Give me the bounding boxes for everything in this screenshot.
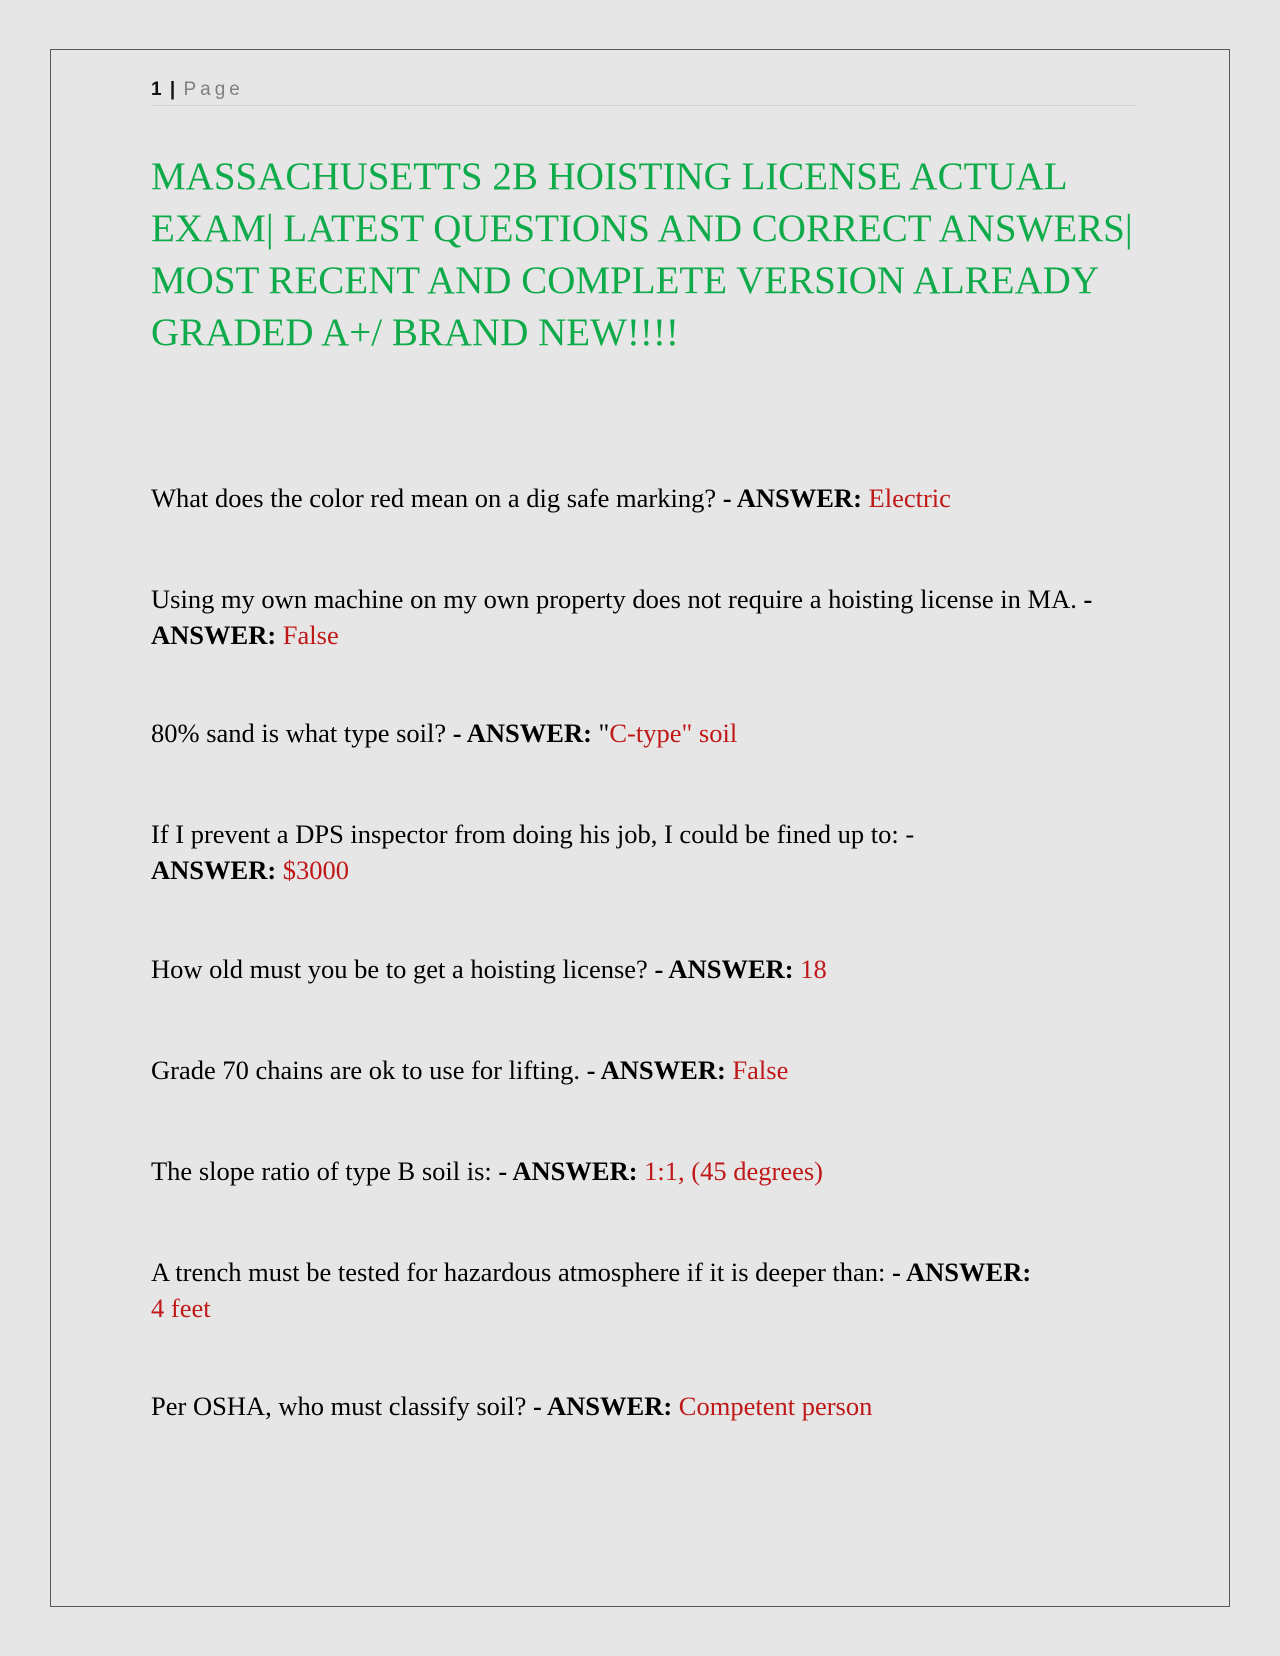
question-text: Per OSHA, who must classify soil? [151, 1391, 527, 1421]
page-number: 1 [151, 79, 162, 100]
qa-item-6 [151, 1052, 1151, 1088]
answer-text: Competent person [678, 1391, 873, 1421]
qa-item-2 [151, 581, 1151, 653]
answer-text: 4 feet [151, 1293, 211, 1323]
answer-label: - ANSWER: [892, 1257, 1032, 1287]
question-text: Grade 70 chains are ok to use for lifting. [151, 1055, 581, 1085]
question-text: 80% sand is what type soil? [151, 718, 447, 748]
answer-label: - ANSWER: [654, 954, 794, 984]
document-title: MASSACHUSETTS 2B HOISTING LICENSE ACTUAL EXAM| LATEST QUESTIONS AND CORRECT ANSWERS| MOST RECENT AND COMPLETE VERSION ALREADY GRADED A+/ BRAND NEW!!!! [151, 155, 1133, 354]
question-text: What does the color red mean on a dig safe marking? [151, 483, 717, 513]
answer-label: ANSWER: [151, 855, 277, 885]
answer-text: 1:1, (45 degrees) [644, 1156, 823, 1186]
answer-label: - ANSWER: [151, 584, 1093, 650]
question-text: The slope ratio of type B soil is: [151, 1156, 492, 1186]
qa-item-3 [151, 715, 1151, 751]
page-separator: | [169, 79, 176, 100]
answer-label: - ANSWER: [586, 1055, 726, 1085]
answer-text: False [732, 1055, 789, 1085]
answer-label: - ANSWER: [533, 1391, 673, 1421]
qa-item-4 [151, 816, 1151, 888]
qa-item-5 [151, 951, 1151, 987]
answer-text: False [282, 620, 339, 650]
page-header [151, 79, 1136, 106]
qa-item-8 [151, 1254, 1151, 1326]
document-page [50, 49, 1230, 1607]
answer-text: C-type" soil [609, 718, 738, 748]
answer-label: - ANSWER: [722, 483, 862, 513]
answer-label: - ANSWER: [498, 1156, 638, 1186]
question-text: A trench must be tested for hazardous atmosphere if it is deeper than: [151, 1257, 886, 1287]
answer-text: 18 [800, 954, 827, 984]
answer-label: - ANSWER: [452, 718, 592, 748]
answer-open-quote: " [598, 718, 610, 748]
qa-item-7 [151, 1153, 1151, 1189]
question-text: If I prevent a DPS inspector from doing his job, I could be fined up to: - [151, 819, 915, 849]
question-text: Using my own machine on my own property does not require a hoisting license in MA. [151, 584, 1077, 614]
page-label: Page [183, 79, 244, 100]
question-text: How old must you be to get a hoisting license? [151, 954, 648, 984]
qa-item-9 [151, 1388, 1151, 1424]
answer-text: Electric [868, 483, 951, 513]
qa-item-1 [151, 480, 1151, 516]
answer-text: $3000 [282, 855, 350, 885]
